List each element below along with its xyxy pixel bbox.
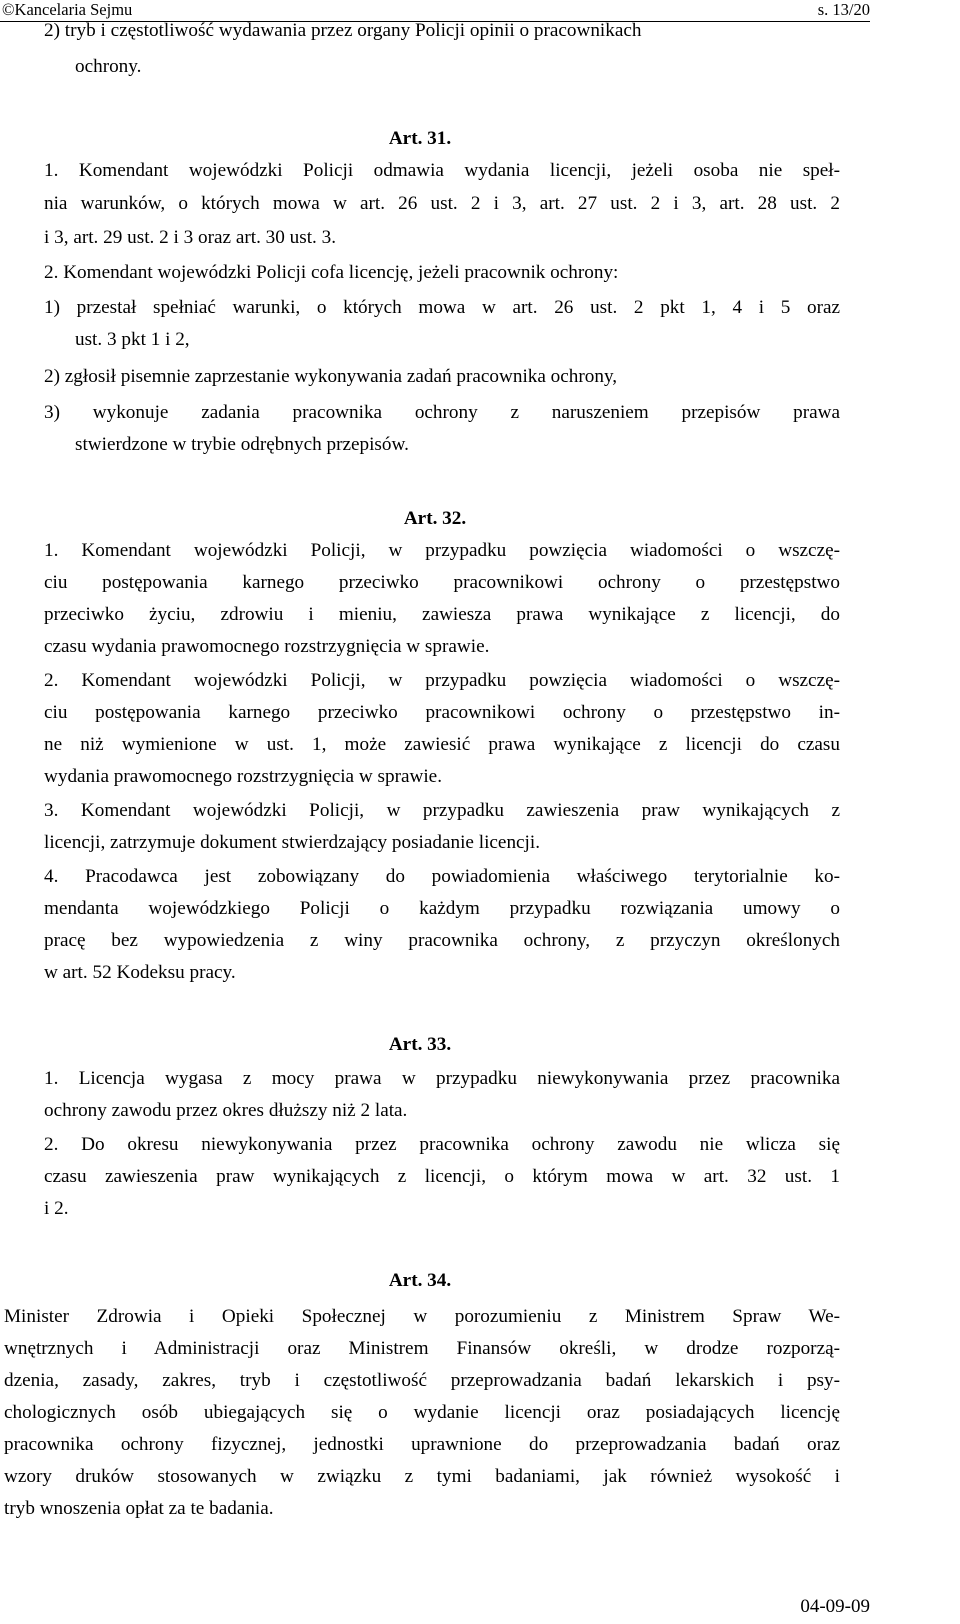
text-line: Minister Zdrowia i Opieki Społecznej w porozumieniu z Ministrem Spraw We-	[4, 1306, 840, 1327]
text-line: przeciwko życiu, zdrowiu i mieniu, zawiesza prawa wynikające z licencji, do	[44, 604, 840, 625]
header-source: ©Kancelaria Sejmu	[2, 0, 133, 19]
article-heading-33: Art. 33.	[388, 1034, 452, 1055]
text-line: 4. Pracodawca jest zobowiązany do powiadomienia właściwego terytorialnie ko-	[44, 866, 840, 887]
text-line: w art. 52 Kodeksu pracy.	[44, 962, 236, 983]
text-line: ust. 3 pkt 1 i 2,	[75, 329, 190, 350]
text-line: 1. Komendant wojewódzki Policji, w przypadku powzięcia wiadomości o wszczę-	[44, 540, 840, 561]
text-line: pracownika ochrony fizycznej, jednostki uprawnione do przeprowadzania badań oraz	[4, 1434, 840, 1455]
text-line: czasu wydania prawomocnego rozstrzygnięcia w sprawie.	[44, 636, 490, 657]
text-line: 2) zgłosił pisemnie zaprzestanie wykonywania zadań pracownika ochrony,	[44, 366, 618, 387]
text-line: mendanta wojewódzkiego Policji o każdym przypadku rozwiązania umowy o	[44, 898, 840, 919]
text-line: wnętrznych i Administracji oraz Ministrem Finansów określi, w drodze rozporzą-	[4, 1338, 840, 1359]
text-line: ochrony zawodu przez okres dłuższy niż 2 lata.	[44, 1100, 408, 1121]
text-line: chologicznych osób ubiegających się o wydanie licencji oraz posiadających licencję	[4, 1402, 840, 1423]
text-line: licencji, zatrzymuje dokument stwierdzający posiadanie licencji.	[44, 832, 541, 853]
text-line: 3. Komendant wojewódzki Policji, w przypadku zawieszenia praw wynikających z	[44, 800, 840, 821]
text-line: 3) wykonuje zadania pracownika ochrony z naruszeniem przepisów prawa	[44, 402, 840, 423]
text-line: wydania prawomocnego rozstrzygnięcia w sprawie.	[44, 766, 442, 787]
text-line: ochrony.	[75, 56, 142, 77]
text-line: nia warunków, o których mowa w art. 26 ust. 2 i 3, art. 27 ust. 2 i 3, art. 28 ust. 2	[44, 193, 840, 214]
text-line: dzenia, zasady, zakres, tryb i częstotliwość przeprowadzania badań lekarskich i psy-	[4, 1370, 840, 1391]
text-line: i 2.	[44, 1198, 69, 1219]
text-line: i 3, art. 29 ust. 2 i 3 oraz art. 30 ust. 3.	[44, 227, 337, 248]
text-line: ne niż wymienione w ust. 1, może zawiesić prawa wynikające z licencji do czasu	[44, 734, 840, 755]
text-line: 2) tryb i częstotliwość wydawania przez organy Policji opinii o pracownikach	[44, 20, 642, 41]
text-line: tryb wnoszenia opłat za te badania.	[4, 1498, 274, 1519]
text-line: 2. Komendant wojewódzki Policji cofa licencję, jeżeli pracownik ochrony:	[44, 262, 619, 283]
article-heading-34: Art. 34.	[388, 1270, 452, 1291]
text-line: 1. Licencja wygasa z mocy prawa w przypadku niewykonywania przez pracownika	[44, 1068, 840, 1089]
text-line: 2. Komendant wojewódzki Policji, w przypadku powzięcia wiadomości o wszczę-	[44, 670, 840, 691]
text-line: 1) przestał spełniać warunki, o których mowa w art. 26 ust. 2 pkt 1, 4 i 5 oraz	[44, 297, 840, 318]
text-line: pracę bez wypowiedzenia z winy pracownika ochrony, z przyczyn określonych	[44, 930, 840, 951]
text-line: 2. Do okresu niewykonywania przez pracownika ochrony zawodu nie wlicza się	[44, 1134, 840, 1155]
footer-date: 04-09-09	[800, 1596, 870, 1617]
text-line: stwierdzone w trybie odrębnych przepisów.	[75, 434, 409, 455]
text-line: 1. Komendant wojewódzki Policji odmawia wydania licencji, jeżeli osoba nie speł-	[44, 160, 840, 181]
text-line: czasu zawieszenia praw wynikających z licencji, o którym mowa w art. 32 ust. 1	[44, 1166, 840, 1187]
article-heading-31: Art. 31.	[388, 128, 452, 149]
article-heading-32: Art. 32.	[403, 508, 467, 529]
text-line: ciu postępowania karnego przeciwko pracownikowi ochrony o przestępstwo	[44, 572, 840, 593]
header-page-number: s. 13/20	[817, 0, 870, 19]
text-line: ciu postępowania karnego przeciwko pracownikowi ochrony o przestępstwo in-	[44, 702, 840, 723]
text-line: wzory druków stosowanych w związku z tymi badaniami, jak również wysokość i	[4, 1466, 840, 1487]
